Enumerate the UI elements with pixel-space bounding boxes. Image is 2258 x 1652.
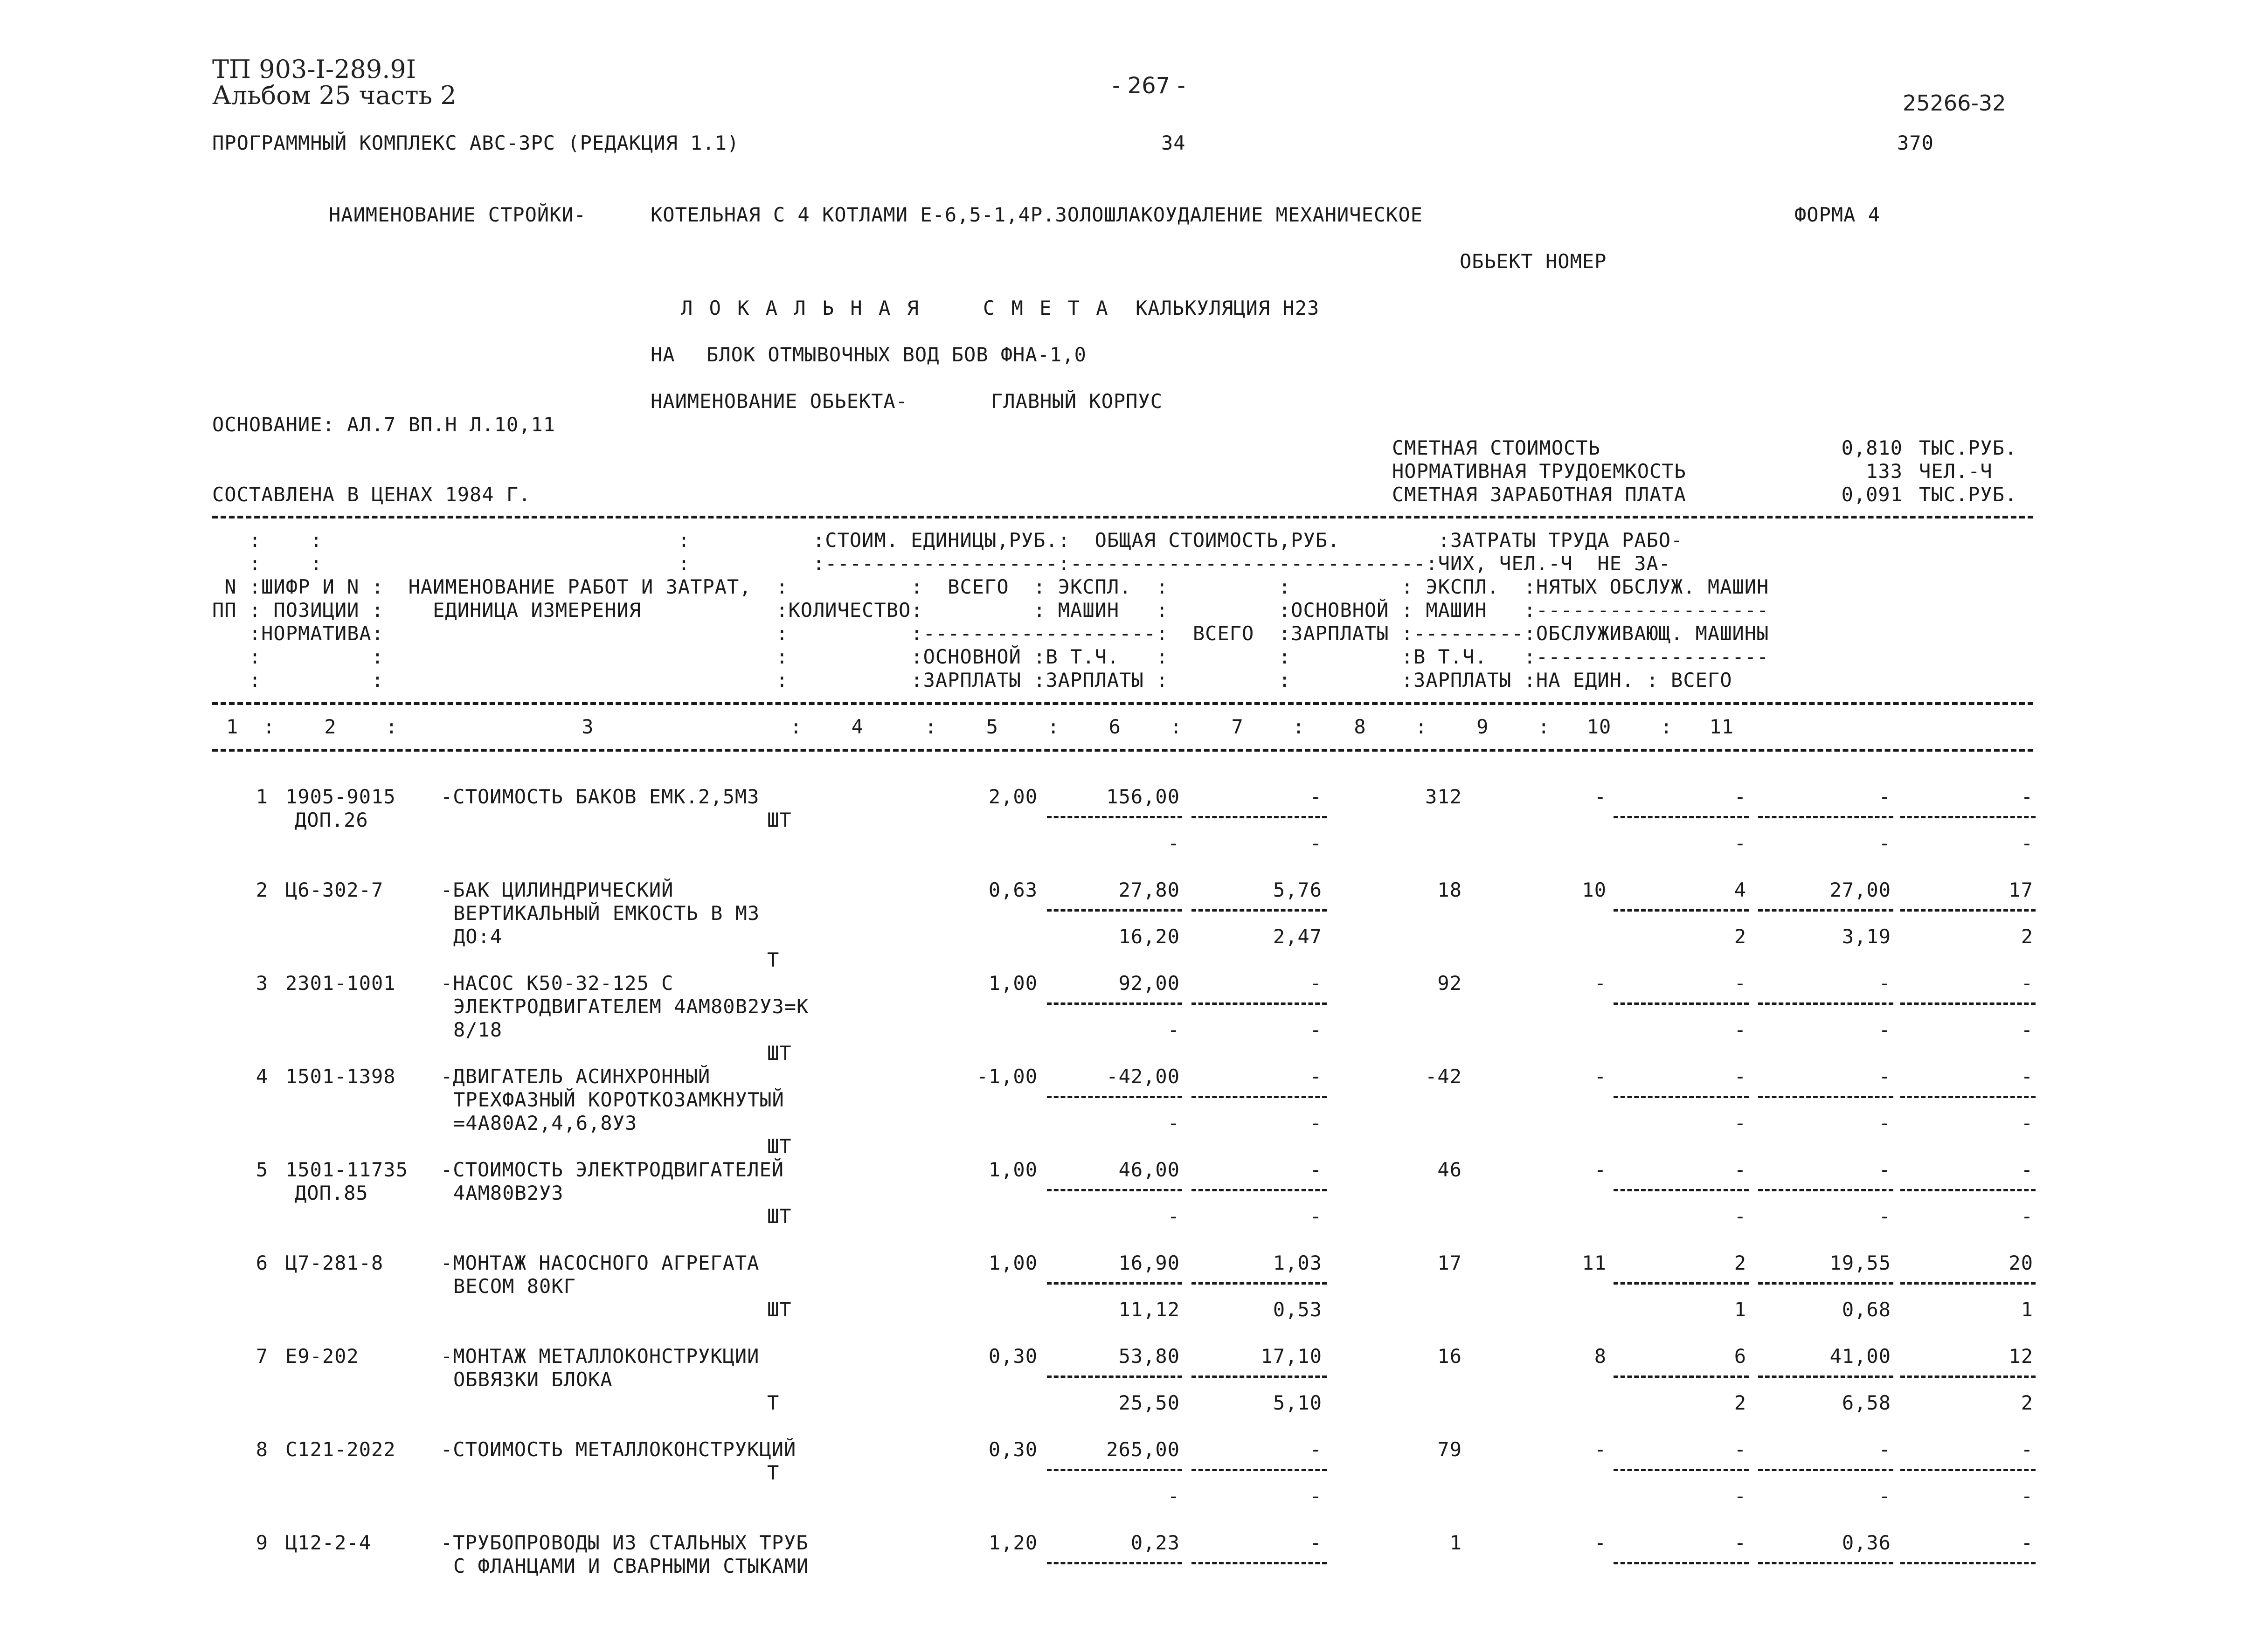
row-name-line: -СТОИМОСТЬ БАКОВ ЕМК.2,5М3 <box>441 785 760 808</box>
row-code-extra: ДОП.85 <box>295 1182 368 1204</box>
row-unit: Т <box>767 1391 780 1414</box>
document-title: Л О К А Л Ь Н А Я С М Е Т А <box>681 297 1108 319</box>
row-c10: - <box>1878 972 1891 995</box>
cell-divider <box>1191 1002 1327 1005</box>
row-quantity: 0,30 <box>988 1345 1038 1368</box>
row-quantity: 1,00 <box>988 1251 1038 1274</box>
row-quantity: 1,00 <box>988 972 1038 995</box>
cell-divider <box>1758 1562 1893 1564</box>
row-c5: 53,80 <box>1118 1345 1180 1368</box>
row-b11: - <box>2021 1485 2033 1507</box>
row-c8: - <box>1594 1065 1607 1088</box>
row-name-line: -ДВИГАТЕЛЬ АСИНХРОННЫЙ <box>441 1065 711 1088</box>
cell-divider <box>1191 1282 1327 1285</box>
cell-divider <box>1614 909 1749 912</box>
row-c10: - <box>1878 785 1891 808</box>
cell-divider <box>1900 1282 2036 1285</box>
cell-divider <box>1047 1469 1182 1471</box>
header-line-6: : : : :ОСНОВНОЙ :В Т.Ч. : : :В Т.Ч. :------------------- <box>212 645 1769 668</box>
object-number-label: ОБЬЕКТ НОМЕР <box>1460 250 1607 273</box>
row-unit: Т <box>767 1461 780 1484</box>
row-c7: 17 <box>1437 1251 1462 1274</box>
row-b10: - <box>1878 1112 1891 1134</box>
row-b11: - <box>2021 832 2033 855</box>
row-code: Е9-202 <box>285 1345 359 1368</box>
cell-divider <box>1047 1562 1182 1564</box>
cell-divider <box>1900 1189 2036 1191</box>
summary-value-cost: 0,810 <box>1841 436 1903 459</box>
cell-divider <box>1758 1189 1893 1191</box>
stamp-number: 25266-32 <box>1903 90 2006 116</box>
row-c11: 20 <box>2009 1251 2033 1274</box>
album-label: Альбом 25 часть 2 <box>212 81 457 110</box>
row-code: Ц6-302-7 <box>285 878 384 901</box>
row-name-line: -БАК ЦИЛИНДРИЧЕСКИЙ <box>441 878 674 901</box>
row-quantity: 0,30 <box>988 1438 1038 1461</box>
header-line-7: : : : :ЗАРПЛАТЫ :ЗАРПЛАТЫ : : :ЗАРПЛАТЫ :НА ЕДИН. : ВСЕГО <box>212 669 1732 691</box>
header-line-3: N :ШИФР И N : НАИМЕНОВАНИЕ РАБОТ И ЗАТРАТ, : : ВСЕГО : ЭКСПЛ. : : : ЭКСПЛ. :НЯТЫХ ОБСЛУЖ. МАШИН <box>212 575 1769 598</box>
row-unit: ШТ <box>767 809 792 831</box>
row-c9: - <box>1734 972 1746 995</box>
row-c11: - <box>2021 785 2033 808</box>
cell-divider <box>1047 1282 1182 1285</box>
row-name-line: -МОНТАЖ НАСОСНОГО АГРЕГАТА <box>441 1251 760 1274</box>
row-number: 1 <box>256 785 268 808</box>
row-b11: - <box>2021 1112 2033 1134</box>
sheet-number-34: 34 <box>1161 131 1186 154</box>
row-name-line: ДО:4 <box>453 925 503 948</box>
row-b5: 25,50 <box>1118 1391 1180 1414</box>
row-c10: 41,00 <box>1829 1345 1891 1368</box>
row-c10: - <box>1878 1158 1891 1181</box>
cell-divider <box>1047 816 1182 818</box>
row-code: Ц7-281-8 <box>285 1251 384 1274</box>
row-name-line: ВЕСОМ 80КГ <box>453 1275 576 1298</box>
row-c6: - <box>1309 972 1322 995</box>
cell-divider <box>1758 909 1893 912</box>
cell-divider <box>1191 1376 1327 1378</box>
row-b6: 0,53 <box>1273 1298 1322 1321</box>
row-c6: - <box>1309 1065 1322 1088</box>
row-b10: 0,68 <box>1842 1298 1891 1321</box>
row-code: С121-2022 <box>285 1438 396 1461</box>
cell-divider <box>1191 1562 1327 1564</box>
header-line-5: :НОРМАТИВА: : :-------------------: ВСЕГО :ЗАРПЛАТЫ :---------:ОБСЛУЖИВАЮЩ. МАШИНЫ <box>212 622 1769 645</box>
row-c5: 27,80 <box>1118 878 1180 901</box>
prices-year: СОСТАВЛЕНА В ЦЕНАХ 1984 Г. <box>212 483 531 506</box>
row-c9: - <box>1734 1158 1746 1181</box>
cell-divider <box>1047 1002 1182 1005</box>
row-name-line: С ФЛАНЦАМИ И СВАРНЫМИ СТЫКАМИ <box>453 1555 809 1577</box>
cell-divider <box>1900 1376 2036 1378</box>
row-quantity: -1,00 <box>976 1065 1038 1088</box>
cell-divider <box>1614 1469 1749 1471</box>
row-c9: 6 <box>1734 1345 1746 1368</box>
row-c5: 46,00 <box>1118 1158 1180 1181</box>
row-b11: 2 <box>2021 925 2033 948</box>
cell-divider <box>1047 1189 1182 1191</box>
header-bottom-rule <box>212 702 2033 705</box>
row-b5: - <box>1167 832 1180 855</box>
row-c6: - <box>1309 1531 1322 1554</box>
cell-divider <box>1191 1469 1327 1471</box>
row-number: 4 <box>256 1065 268 1088</box>
row-b10: 3,19 <box>1842 925 1891 948</box>
row-number: 3 <box>256 972 268 995</box>
subject-name: БЛОК ОТМЫВОЧНЫХ ВОД БОВ ФНА-1,0 <box>706 343 1087 366</box>
row-b9: - <box>1734 832 1746 855</box>
summary-unit-wages: ТЫС.РУБ. <box>1919 483 2017 506</box>
row-quantity: 2,00 <box>988 785 1038 808</box>
summary-value-wages: 0,091 <box>1841 483 1903 506</box>
program-title: ПРОГРАММНЫЙ КОМПЛЕКС АВС-3РС (РЕДАКЦИЯ 1.1) <box>212 131 740 154</box>
construction-label: НАИМЕНОВАНИЕ СТРОЙКИ- <box>329 203 587 226</box>
row-b6: 2,47 <box>1273 925 1322 948</box>
row-code: 1501-1398 <box>285 1065 396 1088</box>
row-name-line: 4АМ80В2У3 <box>453 1182 564 1204</box>
cell-divider <box>1758 1469 1893 1471</box>
row-c10: 19,55 <box>1829 1251 1891 1274</box>
cell-divider <box>1614 1282 1749 1285</box>
row-b11: - <box>2021 1205 2033 1228</box>
header-line-4: ПП : ПОЗИЦИИ : ЕДИНИЦА ИЗМЕРЕНИЯ :КОЛИЧЕСТВО: : МАШИН : :ОСНОВНОЙ : МАШИН :------------------- <box>212 599 1769 622</box>
row-b5: - <box>1167 1018 1180 1041</box>
cell-divider <box>1614 1189 1749 1191</box>
row-unit: ШТ <box>767 1135 792 1158</box>
summary-label-wages: СМЕТНАЯ ЗАРАБОТНАЯ ПЛАТА <box>1392 483 1686 506</box>
row-b9: - <box>1734 1205 1746 1228</box>
cell-divider <box>1614 1562 1749 1564</box>
row-b10: 6,58 <box>1842 1391 1891 1414</box>
cell-divider <box>1614 816 1749 818</box>
object-name: ГЛАВНЫЙ КОРПУС <box>991 390 1163 413</box>
row-b11: 2 <box>2021 1391 2033 1414</box>
row-c9: - <box>1734 785 1746 808</box>
row-b6: - <box>1309 1205 1322 1228</box>
row-c11: - <box>2021 972 2033 995</box>
row-name-line: ЭЛЕКТРОДВИГАТЕЛЕМ 4АМ80В2У3=К <box>453 995 809 1018</box>
basis-line: ОСНОВАНИЕ: АЛ.7 ВП.Н Л.10,11 <box>212 413 556 436</box>
row-b9: - <box>1734 1112 1746 1134</box>
row-number: 6 <box>256 1251 268 1274</box>
row-code: 1905-9015 <box>285 785 396 808</box>
row-b6: 5,10 <box>1273 1391 1322 1414</box>
row-c5: 16,90 <box>1118 1251 1180 1274</box>
row-c9: - <box>1734 1531 1746 1554</box>
row-b10: - <box>1878 1018 1891 1041</box>
row-c6: - <box>1309 1158 1322 1181</box>
cell-divider <box>1900 816 2036 818</box>
row-b10: - <box>1878 1205 1891 1228</box>
row-b6: - <box>1309 1485 1322 1507</box>
row-unit: ШТ <box>767 1205 792 1228</box>
form-label: ФОРМА 4 <box>1794 203 1881 226</box>
subject-prefix: НА <box>651 343 675 366</box>
row-b9: - <box>1734 1485 1746 1507</box>
row-c9: - <box>1734 1438 1746 1461</box>
header-line-1: : : : :СТОИМ. ЕДИНИЦЫ,РУБ.: ОБЩАЯ СТОИМОСТЬ,РУБ. :ЗАТРАТЫ ТРУДА РАБО- <box>212 529 1683 552</box>
row-quantity: 0,63 <box>988 878 1038 901</box>
row-c8: - <box>1594 1531 1607 1554</box>
row-b10: - <box>1878 1485 1891 1507</box>
summary-unit-labor: ЧЕЛ.-Ч <box>1919 460 1993 483</box>
row-c5: -42,00 <box>1106 1065 1180 1088</box>
row-c8: 10 <box>1582 878 1607 901</box>
cell-divider <box>1191 1096 1327 1098</box>
row-c9: 2 <box>1734 1251 1746 1274</box>
row-c7: 312 <box>1425 785 1462 808</box>
row-c5: 0,23 <box>1130 1531 1180 1554</box>
row-number: 5 <box>256 1158 268 1181</box>
row-c11: 17 <box>2009 878 2033 901</box>
row-c6: 1,03 <box>1273 1251 1322 1274</box>
row-c5: 265,00 <box>1106 1438 1180 1461</box>
column-numbers-rule <box>212 749 2033 752</box>
row-c8: - <box>1594 1158 1607 1181</box>
summary-label-labor: НОРМАТИВНАЯ ТРУДОЕМКОСТЬ <box>1392 460 1686 483</box>
row-c7: 1 <box>1449 1531 1462 1554</box>
summary-unit-cost: ТЫС.РУБ. <box>1919 436 2017 459</box>
cell-divider <box>1047 909 1182 912</box>
cell-divider <box>1900 1002 2036 1005</box>
row-c8: - <box>1594 972 1607 995</box>
cell-divider <box>1047 1376 1182 1378</box>
cell-divider <box>1047 1096 1182 1098</box>
table-top-rule <box>212 516 2033 518</box>
cell-divider <box>1614 1096 1749 1098</box>
row-name-line: ТРЕХФАЗНЫЙ КОРОТКОЗАМКНУТЫЙ <box>453 1088 784 1111</box>
row-name-line: -СТОИМОСТЬ ЭЛЕКТРОДВИГАТЕЛЕЙ <box>441 1158 784 1181</box>
row-c5: 92,00 <box>1118 972 1180 995</box>
row-code-extra: ДОП.26 <box>295 809 368 831</box>
row-c7: 79 <box>1437 1438 1462 1461</box>
row-b11: 1 <box>2021 1298 2033 1321</box>
row-c11: - <box>2021 1158 2033 1181</box>
row-b9: 2 <box>1734 925 1746 948</box>
cell-divider <box>1191 816 1327 818</box>
row-b9: 2 <box>1734 1391 1746 1414</box>
document-code: ТП 903-I-289.9I <box>212 55 416 84</box>
row-b5: 16,20 <box>1118 925 1180 948</box>
cell-divider <box>1900 1096 2036 1098</box>
row-b9: 1 <box>1734 1298 1746 1321</box>
row-code: 2301-1001 <box>285 972 396 995</box>
row-c9: 4 <box>1734 878 1746 901</box>
cell-divider <box>1758 1096 1893 1098</box>
row-number: 7 <box>256 1345 268 1368</box>
row-c5: 156,00 <box>1106 785 1180 808</box>
row-b9: - <box>1734 1018 1746 1041</box>
row-name-line: -ТРУБОПРОВОДЫ ИЗ СТАЛЬНЫХ ТРУБ <box>441 1531 809 1554</box>
row-c7: 18 <box>1437 878 1462 901</box>
row-code: 1501-11735 <box>285 1158 408 1181</box>
row-number: 9 <box>256 1531 268 1554</box>
row-c6: - <box>1309 785 1322 808</box>
row-c11: - <box>2021 1531 2033 1554</box>
cell-divider <box>1191 909 1327 912</box>
row-c7: -42 <box>1425 1065 1462 1088</box>
row-c10: 27,00 <box>1829 878 1891 901</box>
row-unit: ШТ <box>767 1042 792 1064</box>
row-c10: - <box>1878 1438 1891 1461</box>
row-c10: 0,36 <box>1842 1531 1891 1554</box>
object-label: НАИМЕНОВАНИЕ ОБЬЕКТА- <box>651 390 908 413</box>
page-number: - 267 - <box>1112 73 1185 99</box>
row-b5: - <box>1167 1112 1180 1134</box>
column-numbers: 1 : 2 : 3 : 4 : 5 : 6 : 7 : 8 : 9 : 10 : 11 <box>226 715 1734 738</box>
row-b10: - <box>1878 832 1891 855</box>
cell-divider <box>1614 1376 1749 1378</box>
row-c6: 17,10 <box>1261 1345 1322 1368</box>
row-quantity: 1,20 <box>988 1531 1038 1554</box>
row-c10: - <box>1878 1065 1891 1088</box>
row-c7: 92 <box>1437 972 1462 995</box>
row-name-line: -СТОИМОСТЬ МЕТАЛЛОКОНСТРУКЦИЙ <box>441 1438 797 1461</box>
summary-label-cost: СМЕТНАЯ СТОИМОСТЬ <box>1392 436 1600 459</box>
row-b6: - <box>1309 832 1322 855</box>
row-b11: - <box>2021 1018 2033 1041</box>
summary-value-labor: 133 <box>1866 460 1903 483</box>
cell-divider <box>1758 1282 1893 1285</box>
row-c11: - <box>2021 1438 2033 1461</box>
row-number: 8 <box>256 1438 268 1461</box>
construction-name: КОТЕЛЬНАЯ С 4 КОТЛАМИ Е-6,5-1,4Р.ЗОЛОШЛАКОУДАЛЕНИЕ МЕХАНИЧЕСКОЕ <box>651 203 1423 226</box>
row-name-line: ВЕРТИКАЛЬНЫЙ ЕМКОСТЬ В М3 <box>453 902 760 925</box>
row-unit: ШТ <box>767 1298 792 1321</box>
row-c8: - <box>1594 785 1607 808</box>
row-c6: - <box>1309 1438 1322 1461</box>
row-c11: - <box>2021 1065 2033 1088</box>
row-number: 2 <box>256 878 268 901</box>
row-b5: - <box>1167 1205 1180 1228</box>
row-name-line: -МОНТАЖ МЕТАЛЛОКОНСТРУКЦИИ <box>441 1345 760 1368</box>
row-unit: Т <box>767 948 780 971</box>
row-code: Ц12-2-4 <box>285 1531 372 1554</box>
row-c9: - <box>1734 1065 1746 1088</box>
row-b5: - <box>1167 1485 1180 1507</box>
cell-divider <box>1191 1189 1327 1191</box>
cell-divider <box>1900 1562 2036 1564</box>
row-c8: 8 <box>1594 1345 1607 1368</box>
cell-divider <box>1900 1469 2036 1471</box>
header-line-2: : : : :-------------------:-----------------------------:ЧИХ, ЧЕЛ.-Ч НЕ ЗА- <box>212 552 1671 575</box>
row-name-line: =4А80А2,4,6,8У3 <box>453 1112 637 1134</box>
row-c7: 16 <box>1437 1345 1462 1368</box>
row-c11: 12 <box>2009 1345 2033 1368</box>
cell-divider <box>1614 1002 1749 1005</box>
row-b6: - <box>1309 1112 1322 1134</box>
cell-divider <box>1758 816 1893 818</box>
row-c7: 46 <box>1437 1158 1462 1181</box>
row-b6: - <box>1309 1018 1322 1041</box>
row-c8: - <box>1594 1438 1607 1461</box>
cell-divider <box>1758 1002 1893 1005</box>
cell-divider <box>1900 909 2036 912</box>
cell-divider <box>1758 1376 1893 1378</box>
sheet-number-370: 370 <box>1897 131 1934 154</box>
row-quantity: 1,00 <box>988 1158 1038 1181</box>
row-c8: 11 <box>1582 1251 1607 1274</box>
row-name-line: ОБВЯЗКИ БЛОКА <box>453 1368 613 1391</box>
row-b5: 11,12 <box>1118 1298 1180 1321</box>
row-c6: 5,76 <box>1273 878 1322 901</box>
row-name-line: -НАСОС К50-32-125 С <box>441 972 674 995</box>
row-name-line: 8/18 <box>453 1018 503 1041</box>
calculation-number: КАЛЬКУЛЯЦИЯ Н23 <box>1136 297 1320 319</box>
